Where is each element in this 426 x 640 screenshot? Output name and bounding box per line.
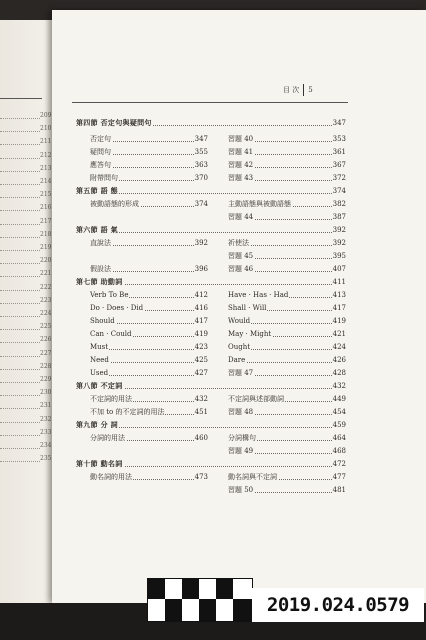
toc-entry-page: 374: [332, 187, 346, 195]
left-page-number: 211: [40, 138, 52, 146]
toc-entry-title: 習題 48: [228, 408, 254, 416]
toc-entry-page: 473: [194, 473, 208, 481]
scale-checkerboard: [147, 578, 253, 622]
toc-entry-title: 習題 45: [228, 252, 254, 260]
left-page-number: 210: [40, 125, 52, 133]
toc-entry-page: 449: [332, 395, 346, 403]
left-dot-leader: [0, 303, 40, 304]
toc-entry-page: 367: [332, 161, 346, 169]
left-dot-leader: [0, 369, 40, 370]
left-page-number: 224: [40, 310, 52, 317]
header-divider: [303, 84, 304, 96]
toc-entry: [228, 212, 346, 222]
toc-entry-page: 416: [194, 304, 208, 312]
toc-entry-title: Need: [90, 356, 109, 364]
toc-entry: [228, 446, 346, 456]
toc-entry-title: Should: [90, 317, 115, 325]
toc-entry-title: 動名詞與不定詞: [228, 473, 277, 481]
left-page-number: 225: [40, 323, 52, 331]
toc-entry-page: 421: [332, 330, 346, 338]
toc-entry-title: 習題 44: [228, 213, 254, 221]
left-page-number: 231: [40, 402, 52, 410]
toc-section-heading: [76, 277, 346, 287]
toc-entry: [228, 303, 346, 313]
left-page-number: 223: [40, 296, 52, 304]
toc-entry-page: 372: [332, 174, 346, 182]
left-page-number: 217: [40, 217, 52, 225]
toc-entry-title: 祈使法: [228, 239, 249, 247]
toc-entry-page: 468: [332, 447, 346, 455]
toc-entry-title: Dare: [228, 356, 246, 364]
toc-section-heading: [76, 225, 346, 235]
toc-entry-page: 382: [332, 200, 346, 208]
toc-entry: [90, 407, 208, 417]
page-header: [283, 84, 313, 96]
left-dot-leader: [0, 408, 40, 409]
toc-entry: [228, 134, 346, 144]
toc-entry-title: Do · Does · Did: [90, 304, 144, 312]
toc-entry-title: 不定詞與述部動詞: [228, 395, 284, 403]
toc-entry-title: 動名詞的用法: [90, 473, 132, 481]
toc-entry: [228, 342, 346, 352]
left-page-number: 234: [40, 442, 52, 449]
left-page-number: 212: [40, 151, 52, 159]
toc-entry-title: 分詞的用法: [90, 434, 125, 442]
toc-entry: [228, 173, 346, 183]
toc-entry-title: 疑問句: [90, 148, 111, 156]
toc-entry-title: 假設法: [90, 265, 111, 273]
toc-entry: [228, 199, 346, 209]
toc-entry-page: 392: [332, 239, 346, 247]
header-rule: [72, 102, 348, 103]
toc-entry-title: 習題 40: [228, 135, 254, 143]
left-page-number: 220: [40, 257, 52, 265]
toc-entry: [90, 134, 208, 144]
header-section: 目 次: [283, 86, 300, 94]
toc-entry-title: 習題 41: [228, 148, 254, 156]
toc-entry: [228, 368, 346, 378]
toc-entry-page: 419: [194, 330, 208, 338]
toc-entry-title: Have · Has · Had: [228, 291, 289, 299]
left-page-number: 230: [40, 389, 52, 397]
left-dot-leader: [0, 356, 40, 357]
toc-section-heading: [76, 381, 346, 391]
left-dot-leader: [0, 158, 40, 159]
toc-section-heading: [76, 118, 346, 128]
toc-entry: [228, 251, 346, 261]
left-page-number: 232: [40, 415, 52, 423]
toc-entry-page: 426: [332, 356, 346, 364]
toc-entry: [90, 433, 208, 443]
left-dot-leader: [0, 144, 40, 145]
left-dot-leader: [0, 316, 40, 317]
left-dot-leader: [0, 197, 40, 198]
toc-entry-title: Would: [228, 317, 251, 325]
toc-entry: [90, 160, 208, 170]
toc-entry-title: 主動語態與被動語態: [228, 200, 291, 208]
toc-entry: [228, 316, 346, 326]
toc-entry-page: 353: [332, 135, 346, 143]
toc-entry: [228, 355, 346, 365]
toc-entry: [90, 199, 208, 209]
toc-entry-page: 363: [194, 161, 208, 169]
toc-entry-title: 習題 49: [228, 447, 254, 455]
toc-entry-page: 417: [194, 317, 208, 325]
toc-entry-page: 396: [194, 265, 208, 273]
toc-section-heading: [76, 420, 346, 430]
toc-entry-page: 392: [332, 226, 346, 234]
toc-entry: [228, 160, 346, 170]
catalog-number-label: 2019.024.0579: [252, 588, 424, 622]
toc-entry: [228, 433, 346, 443]
toc-entry-title: 習題 43: [228, 174, 254, 182]
left-page-number: 228: [40, 362, 52, 370]
toc-entry-title: Verb To Be: [90, 291, 129, 299]
left-dot-leader: [0, 237, 40, 238]
left-dot-leader: [0, 461, 40, 462]
toc-entry-title: Ought: [228, 343, 251, 351]
toc-entry: [228, 290, 346, 300]
toc-entry-page: 477: [332, 473, 346, 481]
toc-entry-page: 411: [332, 278, 346, 286]
toc-section-heading: [76, 459, 346, 469]
toc-entry-title: 第九節 分 詞: [76, 420, 118, 429]
toc-entry: [90, 290, 208, 300]
toc-entry-title: 否定句: [90, 135, 111, 143]
toc-section-heading: [76, 186, 346, 196]
toc-entry-title: 習題 50: [228, 486, 254, 494]
toc-entry-title: 直說法: [90, 239, 111, 247]
toc-entry-page: 432: [194, 395, 208, 403]
left-page-number: 221: [40, 270, 52, 278]
toc-entry-page: 481: [332, 486, 346, 494]
left-page-number: 214: [40, 178, 52, 185]
left-dot-leader: [0, 435, 40, 436]
toc-entry-title: 不定詞的用法: [90, 395, 132, 403]
left-dot-leader: [0, 448, 40, 449]
left-dot-leader: [0, 250, 40, 251]
toc-entry-title: 習題 42: [228, 161, 254, 169]
left-page-rule: [0, 98, 42, 99]
left-page-number: 213: [40, 164, 52, 172]
toc-entry-title: 習題 46: [228, 265, 254, 273]
left-page-number: 219: [40, 244, 52, 251]
toc-entry-page: 355: [194, 148, 208, 156]
toc-entry: [90, 368, 208, 378]
toc-entry: [90, 394, 208, 404]
toc-entry-page: 392: [194, 239, 208, 247]
toc-entry: [228, 472, 346, 482]
left-dot-leader: [0, 276, 40, 277]
toc-entry: [228, 264, 346, 274]
ruler-right-label: 5cm: [218, 613, 229, 619]
left-page-number: 233: [40, 428, 52, 436]
left-dot-leader: [0, 131, 40, 132]
toc-entry-title: 第十節 動名詞: [76, 459, 123, 468]
toc-entry-title: May · Might: [228, 330, 272, 338]
toc-entry: [90, 329, 208, 339]
left-page-number: 235: [40, 455, 52, 463]
left-page-number: 229: [40, 376, 52, 383]
toc-entry: [228, 407, 346, 417]
toc-entry-page: 428: [332, 369, 346, 377]
toc-entry: [90, 173, 208, 183]
left-dot-leader: [0, 224, 40, 225]
left-page-number: 215: [40, 191, 52, 199]
left-dot-leader: [0, 422, 40, 423]
left-page-number: 226: [40, 336, 52, 344]
ruler-left-label: 1cm: [150, 613, 161, 619]
toc-entry-page: 451: [194, 408, 208, 416]
left-page-number: 227: [40, 349, 52, 357]
toc-entry-page: 417: [332, 304, 346, 312]
toc-entry-page: 472: [332, 460, 346, 468]
toc-entry: [90, 316, 208, 326]
toc-entry: [228, 238, 346, 248]
toc-entry-title: Used: [90, 369, 109, 377]
left-dot-leader: [0, 329, 40, 330]
toc-entry-page: 347: [194, 135, 208, 143]
toc-entry-title: 第四節 否定句與疑問句: [76, 118, 152, 127]
toc-entry-page: 423: [194, 343, 208, 351]
toc-entry-title: Must: [90, 343, 109, 351]
toc-entry-title: 第六節 語 氣: [76, 225, 118, 234]
toc-entry-title: Shall · Will: [228, 304, 267, 312]
left-dot-leader: [0, 171, 40, 172]
left-dot-leader: [0, 263, 40, 264]
left-page-number: 222: [40, 283, 52, 291]
toc-entry: [90, 264, 208, 274]
toc-entry-page: 407: [332, 265, 346, 273]
left-dot-leader: [0, 118, 40, 119]
toc-entry: [90, 472, 208, 482]
toc-entry: [90, 147, 208, 157]
toc-entry-page: 347: [332, 119, 346, 127]
toc-entry-title: 第七節 助動詞: [76, 277, 123, 286]
left-dot-leader: [0, 395, 40, 396]
toc-entry-page: 374: [194, 200, 208, 208]
toc-entry-page: 454: [332, 408, 346, 416]
toc-entry-title: 應答句: [90, 161, 111, 169]
toc-entry-page: 395: [332, 252, 346, 260]
toc-entry: [90, 303, 208, 313]
toc-entry-page: 460: [194, 434, 208, 442]
left-dot-leader: [0, 184, 40, 185]
toc-entry-title: Can · Could: [90, 330, 132, 338]
toc-entry-page: 413: [332, 291, 346, 299]
toc-entry: [90, 238, 208, 248]
toc-entry-page: 419: [332, 317, 346, 325]
toc-entry-page: 387: [332, 213, 346, 221]
left-page-number: 216: [40, 204, 52, 212]
toc-entry-title: 不加 to 的不定詞的用法: [90, 408, 165, 416]
toc-entry-page: 370: [194, 174, 208, 182]
toc-entry-title: 被動語態的形成: [90, 200, 139, 208]
toc-entry-page: 412: [194, 291, 208, 299]
toc-entry: [228, 147, 346, 157]
toc-entry-page: 427: [194, 369, 208, 377]
left-dot-leader: [0, 290, 40, 291]
toc-entry-title: 第五節 語 態: [76, 186, 118, 195]
left-dot-leader: [0, 382, 40, 383]
left-dot-leader: [0, 342, 40, 343]
toc-entry-page: 424: [332, 343, 346, 351]
toc-entry-title: 附帶問句: [90, 174, 118, 182]
toc-entry-page: 459: [332, 421, 346, 429]
toc-entry-title: 第八節 不定詞: [76, 381, 123, 390]
left-dot-leader: [0, 210, 40, 211]
toc-entry-title: 習題 47: [228, 369, 254, 377]
toc-entry-page: 361: [332, 148, 346, 156]
toc-entry-page: 464: [332, 434, 346, 442]
toc-entry: [228, 485, 346, 495]
toc-entry: [228, 329, 346, 339]
toc-entry: [228, 394, 346, 404]
toc-entry: [90, 342, 208, 352]
left-page-number: 209: [40, 112, 52, 119]
toc-entry: [90, 355, 208, 365]
toc-entry-page: 432: [332, 382, 346, 390]
toc-entry-page: 425: [194, 356, 208, 364]
left-page-number: 218: [40, 230, 52, 238]
toc-entry-title: 分詞構句: [228, 434, 256, 442]
header-page-number: 5: [308, 86, 313, 94]
